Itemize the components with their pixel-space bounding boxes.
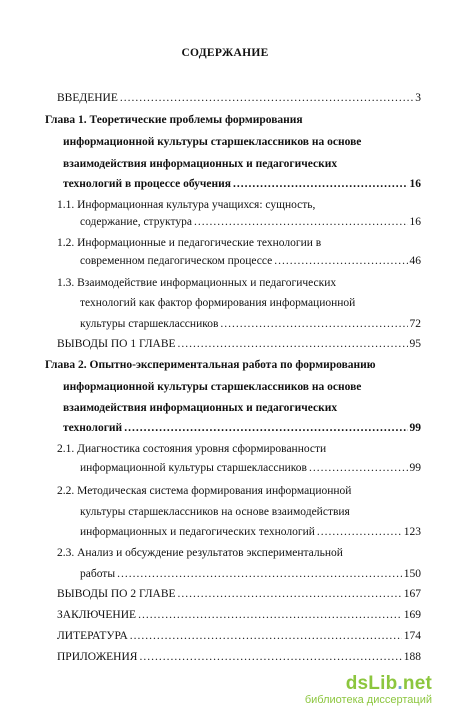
toc-section-1-2-last — [80, 254, 421, 268]
toc-entry-vvedenie — [57, 91, 421, 105]
toc-section-2-2-line: культуры старшеклассников на основе взаимодействия — [80, 506, 350, 518]
toc-entry-label: содержание, структура — [80, 216, 192, 228]
toc-entry-page: 72 — [409, 318, 421, 330]
toc-entry-label: ЗАКЛЮЧЕНИЕ — [57, 609, 137, 621]
toc-chapter-2-line: взаимодействия информационных и педагогических — [63, 402, 338, 414]
toc-section-1-2-line: 1.2. Информационные и педагогические технологии в — [57, 237, 322, 249]
toc-section-2-3-line: 2.3. Анализ и обсуждение результатов экспериментальной — [57, 547, 343, 559]
dot-leader — [233, 177, 408, 191]
toc-entry-label: технологий в процессе обучения — [63, 178, 231, 190]
toc-entry-page: 169 — [403, 609, 421, 621]
toc-entry-label: ВЫВОДЫ ПО 2 ГЛАВЕ — [57, 588, 176, 600]
toc-entry-label: ЛИТЕРАТУРА — [57, 630, 128, 642]
dot-leader — [220, 317, 407, 331]
dot-leader — [138, 608, 402, 622]
toc-entry-page: 167 — [403, 588, 421, 600]
toc-entry-zakluchenie — [57, 608, 421, 622]
toc-entry-page: 46 — [409, 255, 421, 267]
toc-section-2-2-last — [80, 525, 421, 539]
toc-entry-vyvody-2 — [57, 587, 421, 601]
watermark — [305, 673, 432, 706]
dot-leader — [124, 421, 407, 435]
toc-chapter-1-line: Глава 1. Теоретические проблемы формирования — [45, 114, 303, 126]
toc-section-2-1-line: 2.1. Диагностика состояния уровня сформированности — [57, 443, 327, 455]
toc-entry-page: 174 — [403, 630, 421, 642]
toc-entry-page: 150 — [403, 568, 421, 580]
toc-entry-page: 16 — [409, 216, 421, 228]
toc-entry-label: культуры старшеклассников — [80, 318, 219, 330]
toc-entry-label: информационной культуры старшеклассников — [80, 462, 307, 474]
toc-entry-page: 99 — [409, 422, 421, 434]
toc-entry-literatura — [57, 629, 421, 643]
toc-chapter-1-line: взаимодействия информационных и педагогических — [63, 158, 338, 170]
toc-entry-page: 99 — [409, 462, 421, 474]
toc-section-2-1-last — [80, 461, 421, 475]
toc-entry-label: ВЫВОДЫ ПО 1 ГЛАВЕ — [57, 338, 176, 350]
toc-entry-label: ВВЕДЕНИЕ — [57, 92, 118, 104]
toc-section-1-3-line: 1.3. Взаимодействие информационных и педагогических — [57, 277, 337, 289]
toc-entry-label: ПРИЛОЖЕНИЯ — [57, 651, 138, 663]
toc-section-1-1-line: 1.1. Информационная культура учащихся: сущность, — [57, 199, 316, 211]
dot-leader — [178, 587, 402, 601]
toc-entry-label: современном педагогическом процессе — [80, 255, 273, 267]
toc-section-2-2-line: 2.2. Методическая система формирования информационной — [57, 485, 352, 497]
toc-section-1-3-line: технологий как фактор формирования информационной — [80, 297, 356, 309]
toc-entry-page: 188 — [403, 651, 421, 663]
dot-leader — [309, 461, 408, 475]
watermark-logo: dsLib.net — [345, 673, 432, 694]
toc-entry-label: работы — [80, 568, 116, 580]
dot-leader — [194, 215, 408, 229]
toc-chapter-1-line: информационной культуры старшеклассников на основе — [63, 136, 362, 148]
dot-leader — [130, 629, 402, 643]
toc-entry-label: технологий — [63, 422, 123, 434]
toc-section-2-3-last — [80, 567, 421, 581]
toc-entry-vyvody-1 — [57, 337, 421, 351]
toc-entry-page: 3 — [415, 92, 421, 104]
toc-entry-page: 123 — [403, 526, 421, 538]
dot-leader — [317, 525, 402, 539]
toc-entry-label: информационных и педагогических технологий — [80, 526, 315, 538]
toc-chapter-2-last — [63, 421, 421, 435]
toc-entry-prilozheniya — [57, 650, 421, 664]
dot-leader — [117, 567, 402, 581]
dot-leader — [178, 337, 408, 351]
dot-leader — [120, 91, 413, 105]
toc-entry-page: 16 — [409, 178, 421, 190]
toc-chapter-2-line: информационной культуры старшеклассников на основе — [63, 381, 362, 393]
dot-leader — [139, 650, 401, 664]
page-title: СОДЕРЖАНИЕ — [181, 47, 269, 59]
toc-section-1-3-last — [80, 317, 421, 331]
toc-entry-page: 95 — [409, 338, 421, 350]
watermark-subtitle: библиотека диссертаций — [304, 694, 432, 706]
toc-chapter-2-line: Глава 2. Опытно-экспериментальная работа по формированию — [45, 359, 376, 371]
toc-section-1-1-last — [80, 215, 421, 229]
toc-chapter-1-last — [63, 177, 421, 191]
dot-leader — [274, 254, 407, 268]
